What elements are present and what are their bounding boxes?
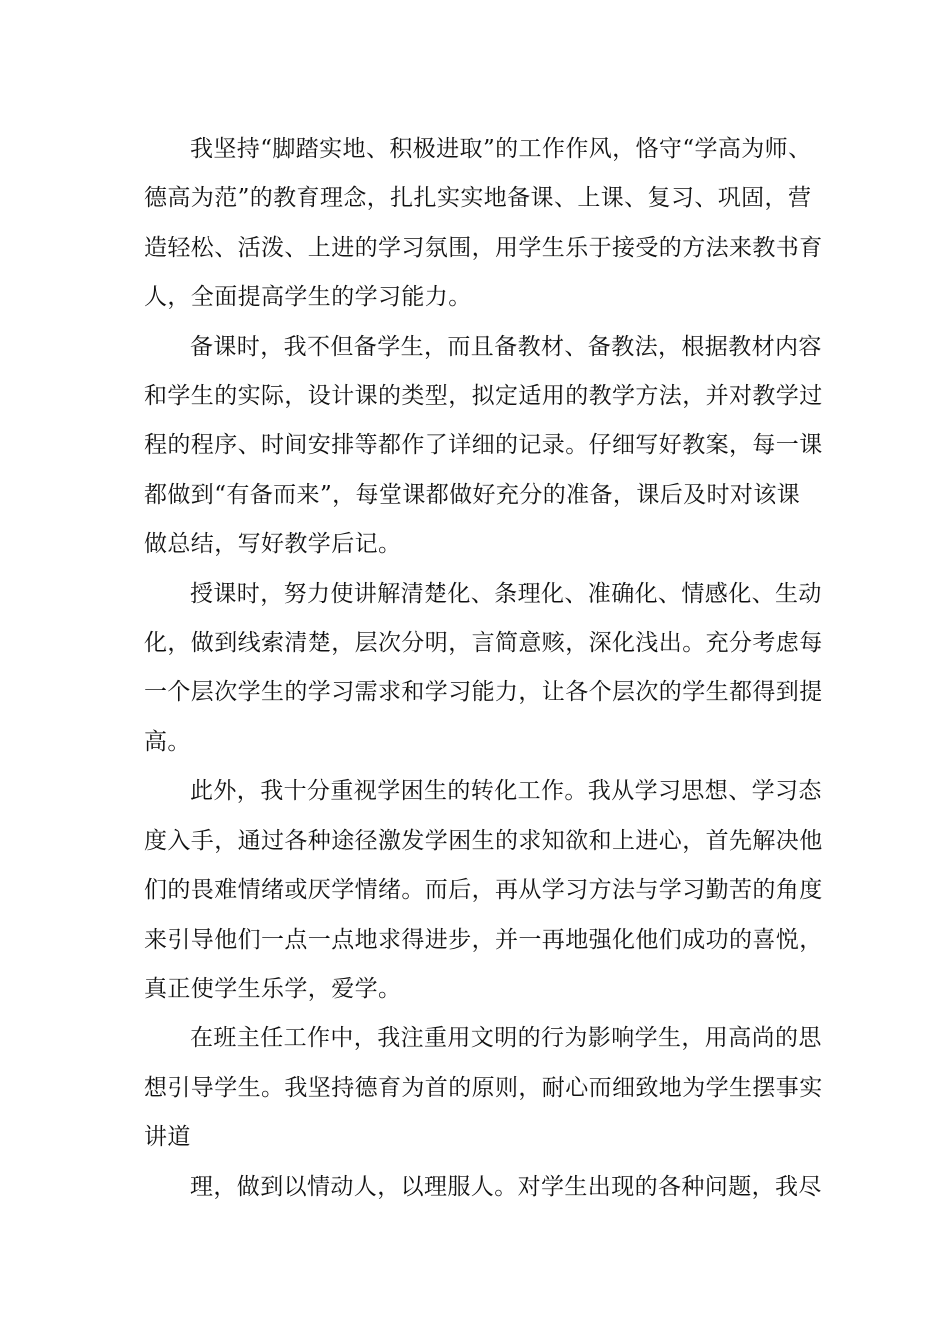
- paragraph-line: 在班主任工作中，我注重用文明的行为影响学生，用高尚的思: [190, 1025, 822, 1052]
- paragraph-line: 备课时，我不但备学生，而且备教材、备教法，根据教材内容: [190, 333, 822, 360]
- paragraph-line: 一个层次学生的学习需求和学习能力，让各个层次的学生都得到提: [144, 679, 823, 706]
- paragraph-line: 此外，我十分重视学困生的转化工作。我从学习思想、学习态: [190, 778, 822, 805]
- paragraph-line: 来引导他们一点一点地求得进步，并一再地强化他们成功的喜悦，: [144, 926, 823, 953]
- paragraph-line: 和学生的实际，设计课的类型，拟定适用的教学方法，并对教学过: [144, 383, 823, 410]
- paragraph-line: 理，做到以情动人，以理服人。对学生出现的各种问题，我尽: [190, 1173, 822, 1200]
- paragraph-line: 讲道: [144, 1124, 191, 1151]
- paragraph-6: [144, 1163, 822, 1212]
- paragraph-line: 授课时，努力使讲解清楚化、条理化、准确化、情感化、生动: [190, 580, 822, 607]
- paragraph-line: 程的程序、时间安排等都作了详细的记录。仔细写好教案，每一课: [144, 432, 823, 459]
- paragraph-line: 化，做到线索清楚，层次分明，言简意赅，深化浅出。充分考虑每: [144, 630, 823, 657]
- paragraph-line: 高。: [144, 728, 191, 755]
- paragraph-line: 们的畏难情绪或厌学情绪。而后，再从学习方法与学习勤苦的角度: [144, 877, 823, 904]
- paragraph-line: 我坚持“脚踏实地、积极进取”的工作作风，恪守“学高为师、: [190, 136, 812, 162]
- paragraph-line: 想引导学生。我坚持德育为首的原则，耐心而细致地为学生摆事实: [144, 1074, 823, 1101]
- paragraph-line: 德高为范”的教育理念，扎扎实实地备课、上课、复习、巩固，营: [144, 185, 812, 212]
- document-body: [144, 125, 823, 1212]
- paragraph-2: [144, 323, 823, 570]
- paragraph-line: 造轻松、活泼、上进的学习氛围，用学生乐于接受的方法来教书育: [144, 234, 823, 261]
- paragraph-line: 都做到“有备而来”，每堂课都做好充分的准备，课后及时对该课: [144, 481, 801, 508]
- paragraph-3: [144, 570, 823, 768]
- paragraph-line: 真正使学生乐学，爱学。: [144, 975, 402, 1002]
- paragraph-line: 度入手，通过各种途径激发学困生的求知欲和上进心，首先解决他: [144, 827, 823, 854]
- paragraph-1: [144, 125, 823, 323]
- paragraph-5: [144, 1014, 823, 1162]
- paragraph-4: [144, 767, 823, 1014]
- paragraph-line: 人，全面提高学生的学习能力。: [144, 284, 472, 311]
- paragraph-line: 做总结，写好教学后记。: [144, 531, 402, 558]
